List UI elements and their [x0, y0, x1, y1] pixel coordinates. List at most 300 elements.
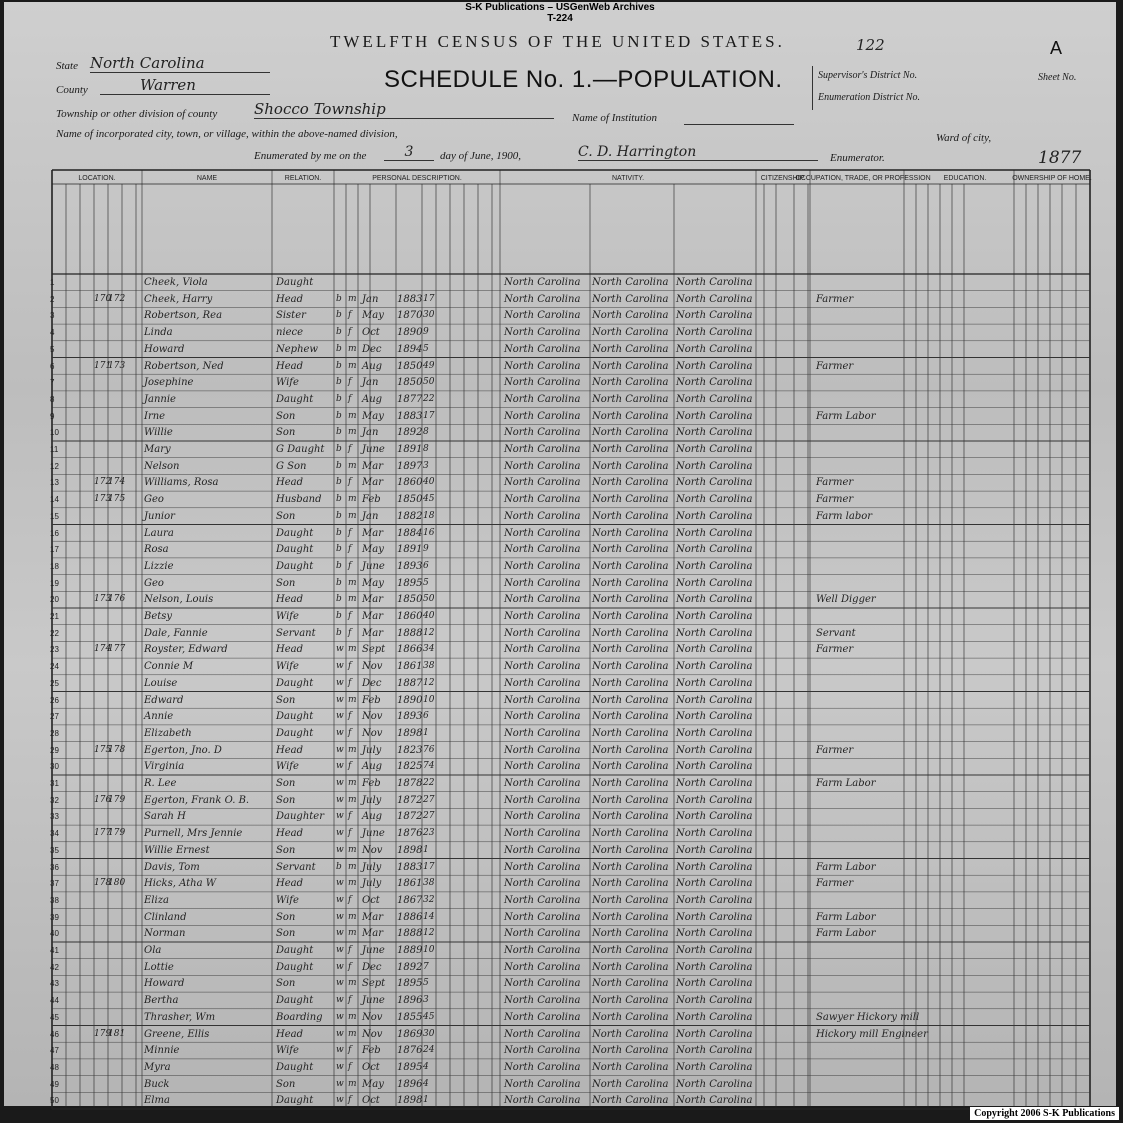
- mother-birthplace: North Carolina: [676, 594, 753, 606]
- row-number: 41: [50, 946, 59, 955]
- color-race: b: [336, 410, 342, 421]
- age: 17: [423, 410, 435, 421]
- relation: Son: [276, 577, 296, 589]
- color-race: w: [336, 661, 344, 672]
- occupation: Farm Labor: [816, 778, 876, 789]
- birth-month: Sept: [362, 644, 386, 656]
- birth-year: 1896: [397, 1078, 423, 1090]
- sex: m: [348, 1011, 357, 1022]
- birth-year: 1895: [397, 978, 423, 990]
- color-race: w: [336, 828, 344, 839]
- age: 76: [423, 744, 435, 755]
- person-name: Robertson, Ned: [144, 360, 224, 372]
- birthplace: North Carolina: [504, 744, 581, 756]
- father-birthplace: North Carolina: [592, 911, 669, 923]
- sex: f: [348, 477, 352, 488]
- birth-year: 1861: [397, 661, 423, 673]
- mother-birthplace: North Carolina: [676, 527, 753, 539]
- birthplace: North Carolina: [504, 644, 581, 656]
- relation: Head: [276, 594, 304, 606]
- father-birthplace: North Carolina: [592, 360, 669, 372]
- family-number: 179: [108, 828, 126, 839]
- person-name: Nelson: [144, 460, 180, 472]
- sex: f: [348, 1045, 352, 1056]
- county-label: County: [56, 84, 88, 96]
- person-name: Annie: [144, 711, 174, 723]
- enumerator-label: Enumerator.: [830, 152, 885, 164]
- family-number: 178: [108, 744, 126, 755]
- birth-year: 1887: [397, 677, 423, 689]
- row-number: 18: [50, 561, 59, 571]
- person-name: Cheek, Viola: [144, 277, 208, 288]
- mother-birthplace: North Carolina: [676, 828, 753, 840]
- birth-year: 1890: [397, 694, 423, 706]
- relation: Daught: [276, 1095, 314, 1107]
- row-number: 50: [50, 1096, 59, 1106]
- age: 6: [423, 711, 429, 722]
- occupation: Farm Labor: [816, 861, 876, 873]
- mother-birthplace: North Carolina: [676, 1078, 753, 1090]
- archive-header-line-1: S-K Publications – USGenWeb Archives: [465, 2, 655, 13]
- age: 6: [423, 560, 429, 571]
- row-number: 14: [50, 495, 59, 505]
- age: 10: [423, 945, 435, 955]
- color-race: w: [336, 694, 344, 705]
- birthplace: North Carolina: [504, 444, 581, 455]
- birth-month: Feb: [362, 494, 381, 506]
- birth-year: 1890: [397, 327, 423, 339]
- person-name: Thrasher, Wm: [144, 1011, 216, 1023]
- age: 10: [423, 694, 435, 705]
- sex: f: [348, 828, 352, 839]
- occupation: Farm Labor: [816, 911, 876, 923]
- relation: Wife: [276, 761, 299, 773]
- father-birthplace: North Carolina: [592, 677, 669, 689]
- birth-month: Nov: [362, 661, 383, 673]
- column-group-header: OCCUPATION, TRADE, OR PROFESSION: [795, 175, 931, 182]
- birthplace: North Carolina: [504, 477, 581, 489]
- mother-birthplace: North Carolina: [676, 393, 753, 405]
- age: 4: [423, 1078, 429, 1089]
- father-birthplace: North Carolina: [592, 1095, 669, 1107]
- sex: f: [348, 711, 352, 722]
- row-number: 13: [50, 478, 59, 488]
- person-name: Dale, Fannie: [144, 627, 208, 639]
- row-number: 19: [50, 578, 59, 588]
- relation: Daught: [276, 711, 314, 723]
- person-name: Mary: [144, 444, 171, 455]
- enumerated-middle: day of June, 1900,: [440, 150, 521, 162]
- dwelling-number: 175: [94, 744, 112, 755]
- mother-birthplace: North Carolina: [676, 761, 753, 773]
- birthplace: North Carolina: [504, 1078, 581, 1090]
- age: 23: [423, 828, 435, 839]
- row-number: 32: [50, 795, 59, 805]
- color-race: b: [336, 510, 342, 521]
- father-birthplace: North Carolina: [592, 277, 669, 288]
- sex: m: [348, 460, 357, 471]
- birth-month: Sept: [362, 978, 386, 990]
- father-birthplace: North Carolina: [592, 327, 669, 339]
- relation: Daught: [276, 945, 314, 956]
- birth-month: Feb: [362, 1045, 381, 1057]
- color-race: w: [336, 744, 344, 755]
- birth-month: Jan: [362, 427, 379, 439]
- age: 9: [423, 327, 429, 338]
- mother-birthplace: North Carolina: [676, 727, 753, 739]
- color-race: w: [336, 928, 344, 939]
- birth-month: Aug: [362, 360, 383, 372]
- census-sheet: [4, 2, 1116, 1106]
- relation: Husband: [276, 494, 322, 506]
- birth-year: 1895: [397, 577, 423, 589]
- birth-month: Feb: [362, 778, 381, 789]
- sex: f: [348, 945, 352, 955]
- mother-birthplace: North Carolina: [676, 494, 753, 506]
- person-name: Egerton, Frank O. B.: [144, 794, 250, 806]
- father-birthplace: North Carolina: [592, 878, 669, 890]
- mother-birthplace: North Carolina: [676, 945, 753, 956]
- relation: Servant: [276, 627, 316, 639]
- birth-month: Dec: [362, 961, 382, 973]
- relation: Daught: [276, 995, 314, 1007]
- person-name: Connie M: [144, 661, 194, 673]
- sex: f: [348, 661, 352, 672]
- birthplace: North Carolina: [504, 544, 581, 556]
- row-number: 8: [50, 394, 55, 404]
- birth-month: Jan: [362, 377, 379, 389]
- birth-month: Oct: [362, 894, 380, 906]
- birthplace: North Carolina: [504, 894, 581, 906]
- birth-year: 1883: [397, 861, 423, 873]
- father-birthplace: North Carolina: [592, 1011, 669, 1023]
- color-race: w: [336, 1045, 344, 1056]
- person-name: Ola: [144, 945, 162, 956]
- birthplace: North Carolina: [504, 343, 581, 355]
- enumeration-label: Enumeration District No.: [818, 92, 920, 103]
- age: 12: [423, 627, 435, 638]
- person-name: Minnie: [144, 1045, 180, 1057]
- sex: m: [348, 928, 357, 939]
- birth-month: May: [362, 1078, 384, 1090]
- color-race: w: [336, 794, 344, 805]
- birthplace: North Carolina: [504, 327, 581, 339]
- mother-birthplace: North Carolina: [676, 293, 753, 305]
- mother-birthplace: North Carolina: [676, 677, 753, 689]
- color-race: w: [336, 644, 344, 655]
- township-label: Township or other division of county: [56, 108, 218, 120]
- relation: Daughter: [276, 811, 324, 823]
- mother-birthplace: North Carolina: [676, 577, 753, 589]
- birthplace: North Carolina: [504, 1045, 581, 1057]
- age: 50: [423, 594, 435, 605]
- birth-year: 1861: [397, 878, 423, 890]
- sex: m: [348, 293, 357, 304]
- family-number: 172: [108, 293, 126, 304]
- sex: m: [348, 360, 357, 371]
- birth-month: Jan: [362, 293, 379, 305]
- row-number: 29: [50, 745, 59, 755]
- relation: Sister: [276, 310, 306, 322]
- birthplace: North Carolina: [504, 711, 581, 723]
- birthplace: North Carolina: [504, 560, 581, 572]
- father-birthplace: North Carolina: [592, 527, 669, 539]
- birthplace: North Carolina: [504, 811, 581, 823]
- row-number: 24: [50, 662, 59, 672]
- person-name: Norman: [144, 928, 186, 940]
- birth-year: 1898: [397, 844, 423, 856]
- row-number: 22: [50, 628, 59, 638]
- birth-year: 1872: [397, 794, 423, 806]
- birthplace: North Carolina: [504, 310, 581, 322]
- occupation: Farmer: [816, 360, 854, 372]
- person-name: Lottie: [144, 961, 174, 973]
- color-race: w: [336, 711, 344, 722]
- birth-year: 1893: [397, 711, 423, 723]
- person-name: Rosa: [144, 544, 169, 556]
- age: 3: [423, 460, 429, 471]
- birthplace: North Carolina: [504, 978, 581, 990]
- father-birthplace: North Carolina: [592, 844, 669, 856]
- person-name: Betsy: [144, 611, 173, 622]
- age: 50: [423, 377, 435, 388]
- birth-year: 1894: [397, 343, 423, 355]
- person-name: Geo: [144, 494, 164, 506]
- color-race: b: [336, 527, 342, 538]
- mother-birthplace: North Carolina: [676, 744, 753, 756]
- father-birthplace: North Carolina: [592, 961, 669, 973]
- birth-year: 1884: [397, 527, 423, 539]
- relation: Head: [276, 477, 304, 489]
- birth-month: Mar: [362, 460, 383, 472]
- relation: Wife: [276, 894, 299, 906]
- father-birthplace: North Carolina: [592, 477, 669, 489]
- birth-year: 1896: [397, 995, 423, 1007]
- birth-year: 1869: [397, 1028, 423, 1040]
- birth-year: 1895: [397, 1061, 423, 1073]
- row-number: 31: [50, 779, 59, 788]
- birth-year: 1860: [397, 477, 423, 489]
- birthplace: North Carolina: [504, 577, 581, 589]
- mother-birthplace: North Carolina: [676, 644, 753, 656]
- occupation: Servant: [816, 627, 856, 639]
- institution-label: Name of Institution: [572, 112, 657, 124]
- mother-birthplace: North Carolina: [676, 928, 753, 940]
- age: 17: [423, 293, 435, 304]
- mother-birthplace: North Carolina: [676, 995, 753, 1007]
- mother-birthplace: North Carolina: [676, 611, 753, 622]
- sex: m: [348, 594, 357, 605]
- relation: Daught: [276, 527, 314, 539]
- age: 32: [423, 894, 435, 905]
- birth-year: 1897: [397, 460, 423, 472]
- sex: m: [348, 577, 357, 588]
- dwelling-number: 177: [94, 828, 112, 839]
- row-number: 2: [50, 294, 55, 304]
- person-name: Davis, Tom: [144, 861, 200, 873]
- person-name: Sarah H: [144, 811, 186, 823]
- sheet-label: Sheet No.: [1038, 72, 1077, 83]
- birth-month: May: [362, 577, 384, 589]
- person-name: Laura: [144, 527, 174, 539]
- mother-birthplace: North Carolina: [676, 844, 753, 856]
- column-group-header: RELATION.: [284, 175, 322, 182]
- person-name: Edward: [144, 694, 184, 706]
- occupation: Farmer: [816, 494, 854, 506]
- birthplace: North Carolina: [504, 727, 581, 739]
- age: 45: [423, 1011, 435, 1022]
- sex: m: [348, 343, 357, 354]
- color-race: w: [336, 894, 344, 905]
- enumerated-day: 3: [384, 144, 434, 161]
- father-birthplace: North Carolina: [592, 894, 669, 906]
- birthplace: North Carolina: [504, 377, 581, 389]
- age: 16: [423, 527, 435, 538]
- dwelling-number: 170: [94, 293, 112, 304]
- person-name: Williams, Rosa: [144, 477, 219, 489]
- color-race: b: [336, 477, 342, 488]
- birth-year: 1886: [397, 911, 423, 923]
- birth-month: Mar: [362, 594, 383, 606]
- birth-month: Mar: [362, 527, 383, 539]
- mother-birthplace: North Carolina: [676, 277, 753, 288]
- birth-month: June: [362, 995, 385, 1007]
- father-birthplace: North Carolina: [592, 945, 669, 956]
- age: 34: [423, 644, 435, 655]
- family-number: 173: [108, 360, 126, 371]
- dwelling-number: 178: [94, 878, 112, 889]
- birth-month: May: [362, 410, 384, 422]
- mother-birthplace: North Carolina: [676, 410, 753, 422]
- sex: m: [348, 744, 357, 755]
- age: 30: [423, 310, 435, 321]
- color-race: b: [336, 293, 342, 304]
- person-name: Egerton, Jno. D: [144, 744, 222, 756]
- mother-birthplace: North Carolina: [676, 343, 753, 355]
- color-race: b: [336, 310, 342, 321]
- relation: Son: [276, 794, 296, 806]
- color-race: w: [336, 945, 344, 955]
- father-birthplace: North Carolina: [592, 644, 669, 656]
- age: 1: [423, 1095, 429, 1106]
- sex: m: [348, 410, 357, 421]
- row-number: 3: [50, 311, 55, 321]
- birth-month: Nov: [362, 727, 383, 739]
- birth-year: 1883: [397, 293, 423, 305]
- color-race: b: [336, 460, 342, 471]
- birth-year: 1870: [397, 310, 423, 322]
- birth-year: 1872: [397, 811, 423, 823]
- birthplace: North Carolina: [504, 293, 581, 305]
- birthplace: North Carolina: [504, 594, 581, 606]
- color-race: b: [336, 343, 342, 354]
- birthplace: North Carolina: [504, 410, 581, 422]
- form-title: TWELFTH CENSUS OF THE UNITED STATES.: [330, 32, 785, 51]
- age: 8: [423, 427, 429, 438]
- person-name: Howard: [144, 978, 185, 990]
- father-birthplace: North Carolina: [592, 778, 669, 789]
- birth-year: 1866: [397, 644, 423, 656]
- color-race: b: [336, 327, 342, 338]
- father-birthplace: North Carolina: [592, 661, 669, 673]
- birth-year: 1889: [397, 945, 423, 956]
- row-number: 11: [50, 445, 59, 454]
- column-group-header: CITIZENSHIP.: [760, 175, 806, 182]
- birth-month: Aug: [362, 393, 383, 405]
- birth-month: May: [362, 544, 384, 556]
- occupation: Farmer: [816, 293, 854, 305]
- age: 40: [423, 611, 435, 621]
- relation: Daught: [276, 544, 314, 556]
- color-race: w: [336, 727, 344, 738]
- relation: Servant: [276, 861, 316, 873]
- relation: Son: [276, 1078, 296, 1090]
- birthplace: North Carolina: [504, 460, 581, 472]
- row-number: 44: [50, 996, 59, 1006]
- mother-birthplace: North Carolina: [676, 1061, 753, 1073]
- father-birthplace: North Carolina: [592, 494, 669, 506]
- birth-year: 1891: [397, 444, 423, 455]
- mother-birthplace: North Carolina: [676, 560, 753, 572]
- birthplace: North Carolina: [504, 928, 581, 940]
- sex: m: [348, 861, 357, 872]
- birthplace: North Carolina: [504, 1028, 581, 1040]
- birthplace: North Carolina: [504, 527, 581, 539]
- sex: m: [348, 911, 357, 922]
- sex: m: [348, 878, 357, 889]
- age: 24: [423, 1045, 435, 1056]
- color-race: b: [336, 494, 342, 505]
- color-race: w: [336, 761, 344, 772]
- age: 49: [423, 360, 435, 371]
- birthplace: North Carolina: [504, 878, 581, 890]
- dwelling-number: 172: [94, 477, 112, 488]
- row-number: 40: [50, 929, 59, 939]
- father-birthplace: North Carolina: [592, 861, 669, 873]
- mother-birthplace: North Carolina: [676, 861, 753, 873]
- person-name: Linda: [144, 327, 173, 339]
- relation: Head: [276, 644, 304, 656]
- person-name: Junior: [144, 510, 175, 522]
- mother-birthplace: North Carolina: [676, 711, 753, 723]
- row-number: 37: [50, 879, 59, 889]
- occupation: Hickory mill Engineer: [816, 1028, 928, 1040]
- relation: Daught: [276, 677, 314, 689]
- father-birthplace: North Carolina: [592, 544, 669, 556]
- occupation: Farmer: [816, 744, 854, 756]
- mother-birthplace: North Carolina: [676, 1095, 753, 1107]
- dwelling-number: 171: [94, 360, 112, 371]
- father-birthplace: North Carolina: [592, 1028, 669, 1040]
- enumerated-prefix: Enumerated by me on the: [254, 150, 367, 162]
- birth-month: Oct: [362, 1095, 380, 1107]
- birth-year: 1850: [397, 594, 423, 606]
- mother-birthplace: North Carolina: [676, 627, 753, 639]
- city-label: Name of incorporated city, town, or village, within the above-named division,: [56, 128, 398, 140]
- mother-birthplace: North Carolina: [676, 978, 753, 990]
- relation: Wife: [276, 661, 299, 673]
- birth-month: Oct: [362, 1061, 380, 1073]
- row-number: 43: [50, 979, 59, 989]
- person-name: Willie: [144, 427, 173, 439]
- occupation: Farmer: [816, 477, 854, 489]
- age: 12: [423, 928, 435, 939]
- mother-birthplace: North Carolina: [676, 1028, 753, 1040]
- dwelling-number: 173: [94, 494, 112, 505]
- person-name: Clinland: [144, 911, 187, 923]
- relation: Head: [276, 744, 304, 756]
- family-number: 180: [108, 878, 126, 889]
